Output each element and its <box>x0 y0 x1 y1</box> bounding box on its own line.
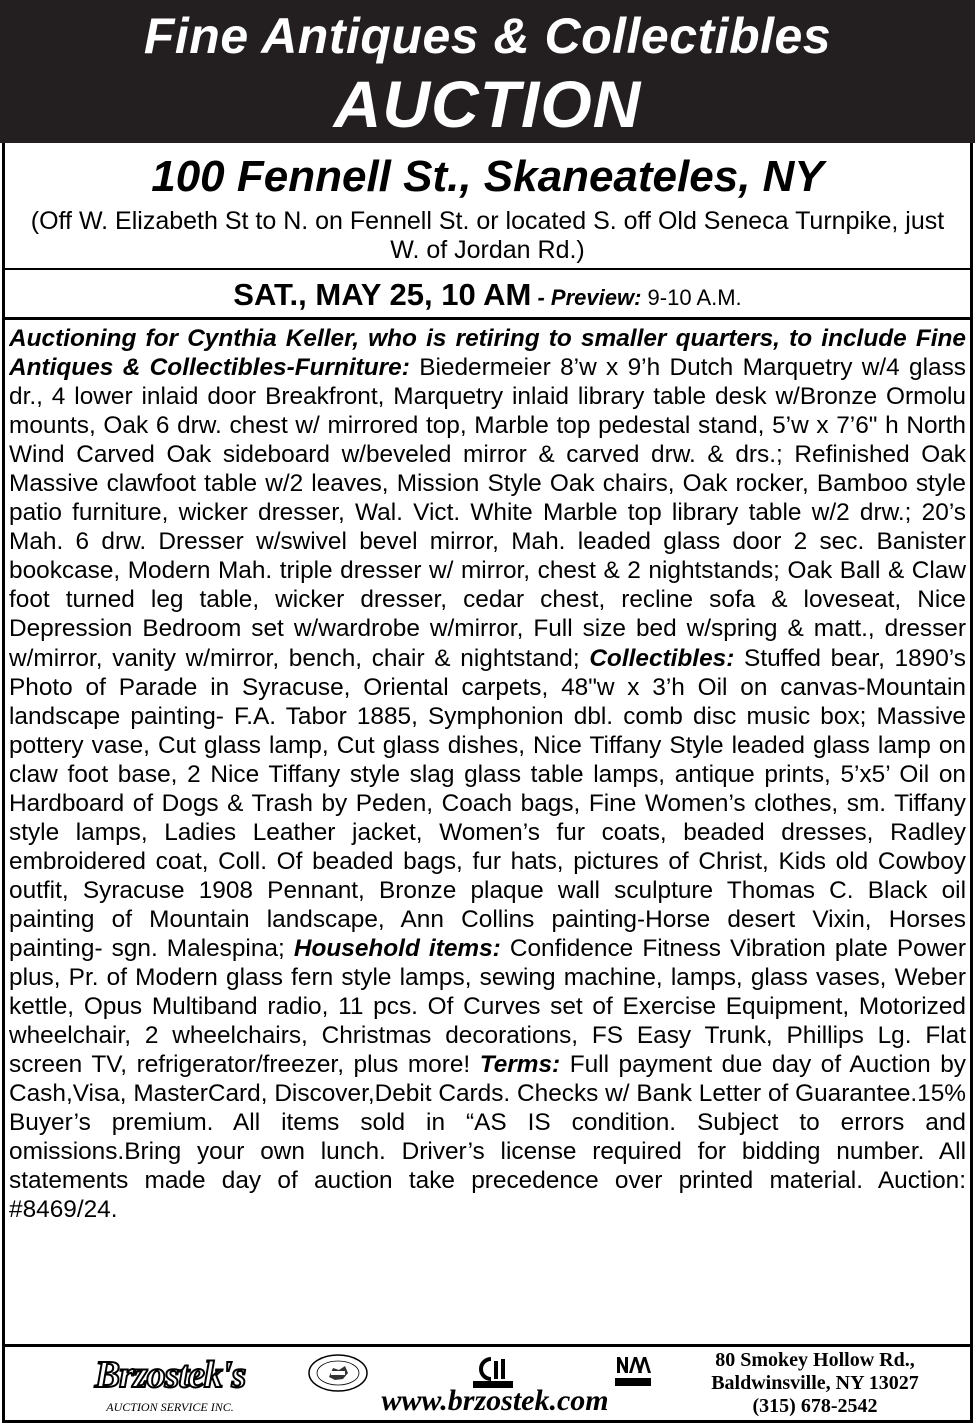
schedule-section <box>5 272 970 320</box>
household-list: Confidence Fitness Vibration plate Power plus, Pr. of Modern glass fern style lamps, sewing machine, lamps, glass vases, Weber kettle, Opus Multiband radio, 11 pcs. Of Curves set of Exercise Equipment, Motorized wheelchair, 2 wheelchairs, Christmas decorations, FS Easy Trunk, Phillips Lg. Flat screen TV, refrigerator/freezer, plus more! <box>9 934 966 1079</box>
auction-address: 100 Fennell St., Skaneateles, NY <box>151 152 824 201</box>
auction-title: AUCTION <box>333 67 642 141</box>
collectibles-list: Stuffed bear, 1890’s Photo of Parade in Syracuse, Oriental carpets, 48"w x 3’h Oil on canvas-Mountain landscape painting- F.A. Tabor 1885, Symphonion dbl. comb disc music box; Massive pottery vase, Cut glass lamp, Cut glass dishes, Nice Tiffany Style leaded glass lamp on claw foot base, 2 Nice Tiffany style slag glass table lamps, antique prints, 5’x5’ Oil on Hardboard of Dogs & Trash by Peden, Coach bags, Fine Women’s clothes, sm. Tiffany style lamps, Ladies Leather jacket, Women’s fur coats, beaded dresses, Radley embroidered coat, Coll. Of beaded bags, fur hats, pictures of Christ, Kids old Cowboy outfit, Syracuse 1908 Pennant, Bronze plaque wall sculpture Thomas C. Black oil painting of Mountain landscape, Ann Collins painting-Horse desert Vixin, Horses painting- sgn. Malespina; <box>9 644 966 962</box>
preview-time: 9-10 A.M. <box>641 285 742 310</box>
street-address: 80 Smokey Hollow Rd., <box>715 1349 915 1371</box>
city-state-zip: Baldwinsville, NY 13027 <box>711 1372 919 1394</box>
collectibles-heading: Collectibles: <box>589 644 735 672</box>
ad-header <box>0 0 975 143</box>
ad-footer <box>5 1344 970 1421</box>
company-subtitle: AUCTION SERVICE INC. <box>106 1400 234 1414</box>
brzosteks-logo <box>75 1355 265 1419</box>
auction-date: SAT., MAY 25, 10 AM <box>233 277 532 312</box>
household-heading: Household items: <box>293 934 501 962</box>
auction-listing <box>9 324 966 1342</box>
location-section <box>5 145 970 270</box>
company-contact <box>670 1349 960 1418</box>
phone-number: (315) 678-2542 <box>752 1395 878 1417</box>
website-link[interactable]: www.brzostek.com <box>381 1384 609 1417</box>
furniture-list: Biedermeier 8’w x 9’h Dutch Marquetry w/4 glass dr., 4 lower inlaid door Breakfront, Marquetry inlaid library table desk w/Bronze Ormolu mounts, Oak 6 drw. chest w/ mirrored top, Marble top pedestal stand, 5’w x 7’6" h North Wind Carved Oak sideboard w/beveled mirror & carved drw. & drs.; Refinished Oak Massive clawfoot table w/2 leaves, Mission Style Oak chairs, Oak rocker, Bamboo style patio furniture, wicker dresser, Wal. Vict. White Marble top library table w/2 drw.; 20’s Mah. 6 drw. Dresser w/swivel bevel mirror, Mah. leaded glass door 2 sec. Banister bookcase, Modern Mah. triple dresser w/ mirror, chest & 2 nightstands; Oak Ball & Claw foot turned leg table, wicker dresser, cedar chest, recline sofa & loveseat, Nice Depression Bedroom set w/wardrobe w/mirror, Full size bed w/spring & matt., dresser w/mirror, vanity w/mirror, bench, chair & nightstand; <box>9 354 966 672</box>
terms-text: Full payment due day of Auction by Cash,Visa, MasterCard, Discover,Debit Cards. Checks w/ Bank Letter of Guarantee.15% Buyer’s premium. All items sold in “AS IS condition. Subject to errors and omissions.Bring your own lunch. Driver’s license required for bidding number. All statements made day of auction take precedence over printed material. Auction: #8469/24. <box>9 1051 966 1224</box>
listing-intro: Auctioning for Cynthia Keller, who is retiring to smaller quarters, to include Fine Antiques & Collectibles-Furniture: <box>9 325 966 382</box>
preview-label: - Preview: <box>531 285 642 310</box>
headline: Fine Antiques & Collectibles <box>143 8 832 64</box>
company-name: Brzostek's <box>94 1354 246 1396</box>
terms-heading: Terms: <box>479 1051 561 1079</box>
directions: (Off W. Elizabeth St to N. on Fennell St. or located S. off Old Seneca Turnpike, just W. of Jordan Rd.) <box>30 207 945 264</box>
